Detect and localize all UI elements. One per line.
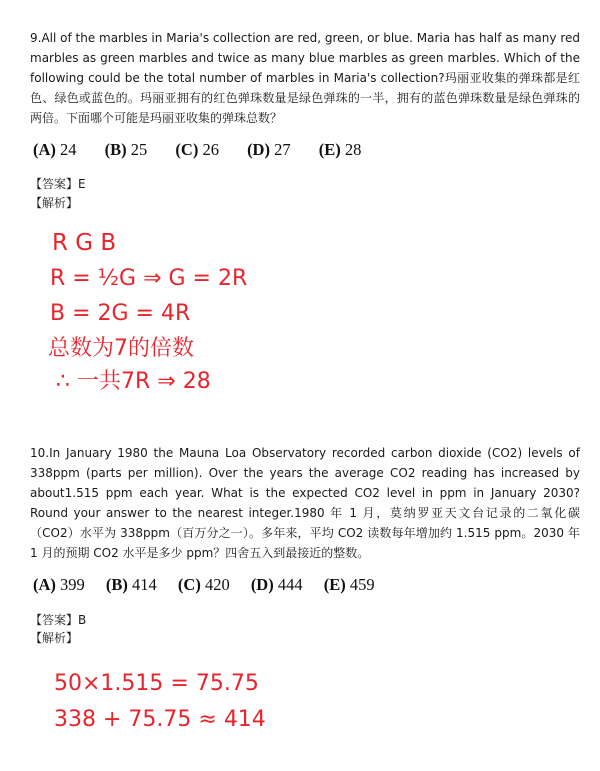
choice-value: 26: [202, 140, 219, 159]
choice-value: 27: [274, 140, 291, 159]
choice-value: 420: [204, 575, 230, 594]
choice-value: 399: [60, 575, 85, 594]
choice-letter: (E): [318, 140, 341, 159]
choice-letter: (A): [33, 140, 56, 159]
analysis-label: 【解析】: [30, 196, 79, 210]
choice-letter: (B): [105, 575, 128, 594]
choice-letter: (E): [323, 575, 346, 594]
choice-value: 414: [132, 575, 157, 594]
question-10-choices: [33, 575, 573, 595]
choice-c: [178, 575, 230, 595]
choice-e: [324, 575, 375, 595]
choice-letter: (A): [33, 575, 56, 594]
analysis-label: 【解析】: [30, 631, 79, 645]
handwriting-line: R = ½G ⇒ G = 2R: [50, 266, 248, 291]
choice-letter: (D): [250, 575, 274, 594]
answer-label: 【答案】B: [30, 613, 87, 627]
choice-letter: (D): [247, 140, 270, 159]
choice-b: [106, 575, 157, 595]
choice-value: 28: [344, 140, 362, 159]
handwriting-line: 总数为7的倍数: [48, 336, 194, 361]
choice-letter: (C): [175, 140, 199, 159]
q9-handwriting: [48, 230, 247, 394]
handwriting-line: ∴ 一共7R ⇒ 28: [56, 369, 211, 394]
handwriting-line: 50×1.515 = 75.75: [54, 671, 259, 696]
choice-a: [33, 575, 85, 595]
handwriting-line: 338 + 75.75 ≈ 414: [54, 707, 266, 732]
choice-value: 24: [60, 140, 77, 159]
question-10-text: 10.In January 1980 the Mauna Loa Observatory recorded carbon dioxide (CO2) levels of 338ppm (parts per million). Over the years the average CO2 reading has increased by about1.515 ppm each year. What is the expected CO2 level in ppm in January 2030? Round your answer to the nearest integer.1980 年 1 月，莫纳罗亚天文台记录的二氧化碳（CO2）水平为 338ppm（百万分之一）。多年来，平均 CO2 读数每年增加约 1.515 ppm。2030 年 1 月的预期 CO2 水平是多少 ppm？四舍五入到最接近的整数。: [30, 446, 580, 560]
choice-letter: (C): [177, 575, 201, 594]
handwriting-line: B = 2G = 4R: [50, 301, 191, 326]
handwriting-line: R G B: [52, 230, 117, 256]
choice-value: 459: [349, 575, 375, 594]
question-9-text: 9.All of the marbles in Maria's collection are red, green, or blue. Maria has half as many red marbles as green marbles and twice as many blue marbles as green marbles. Which of the following could be the total number of marbles in Maria's collection?玛丽亚收集的弹珠都是红色、绿色或蓝色的。玛丽亚拥有的红色弹珠数量是绿色弹珠的一半，拥有的蓝色弹珠数量是绿色弹珠的两倍。下面哪个可能是玛丽亚收集的弹珠总数？: [30, 31, 580, 125]
choice-d: [251, 575, 303, 595]
choice-letter: (B): [104, 140, 127, 159]
answer-label: 【答案】E: [30, 177, 86, 191]
choice-value: 25: [130, 140, 148, 159]
q10-handwriting: [54, 671, 266, 732]
choice-value: 444: [277, 575, 303, 594]
